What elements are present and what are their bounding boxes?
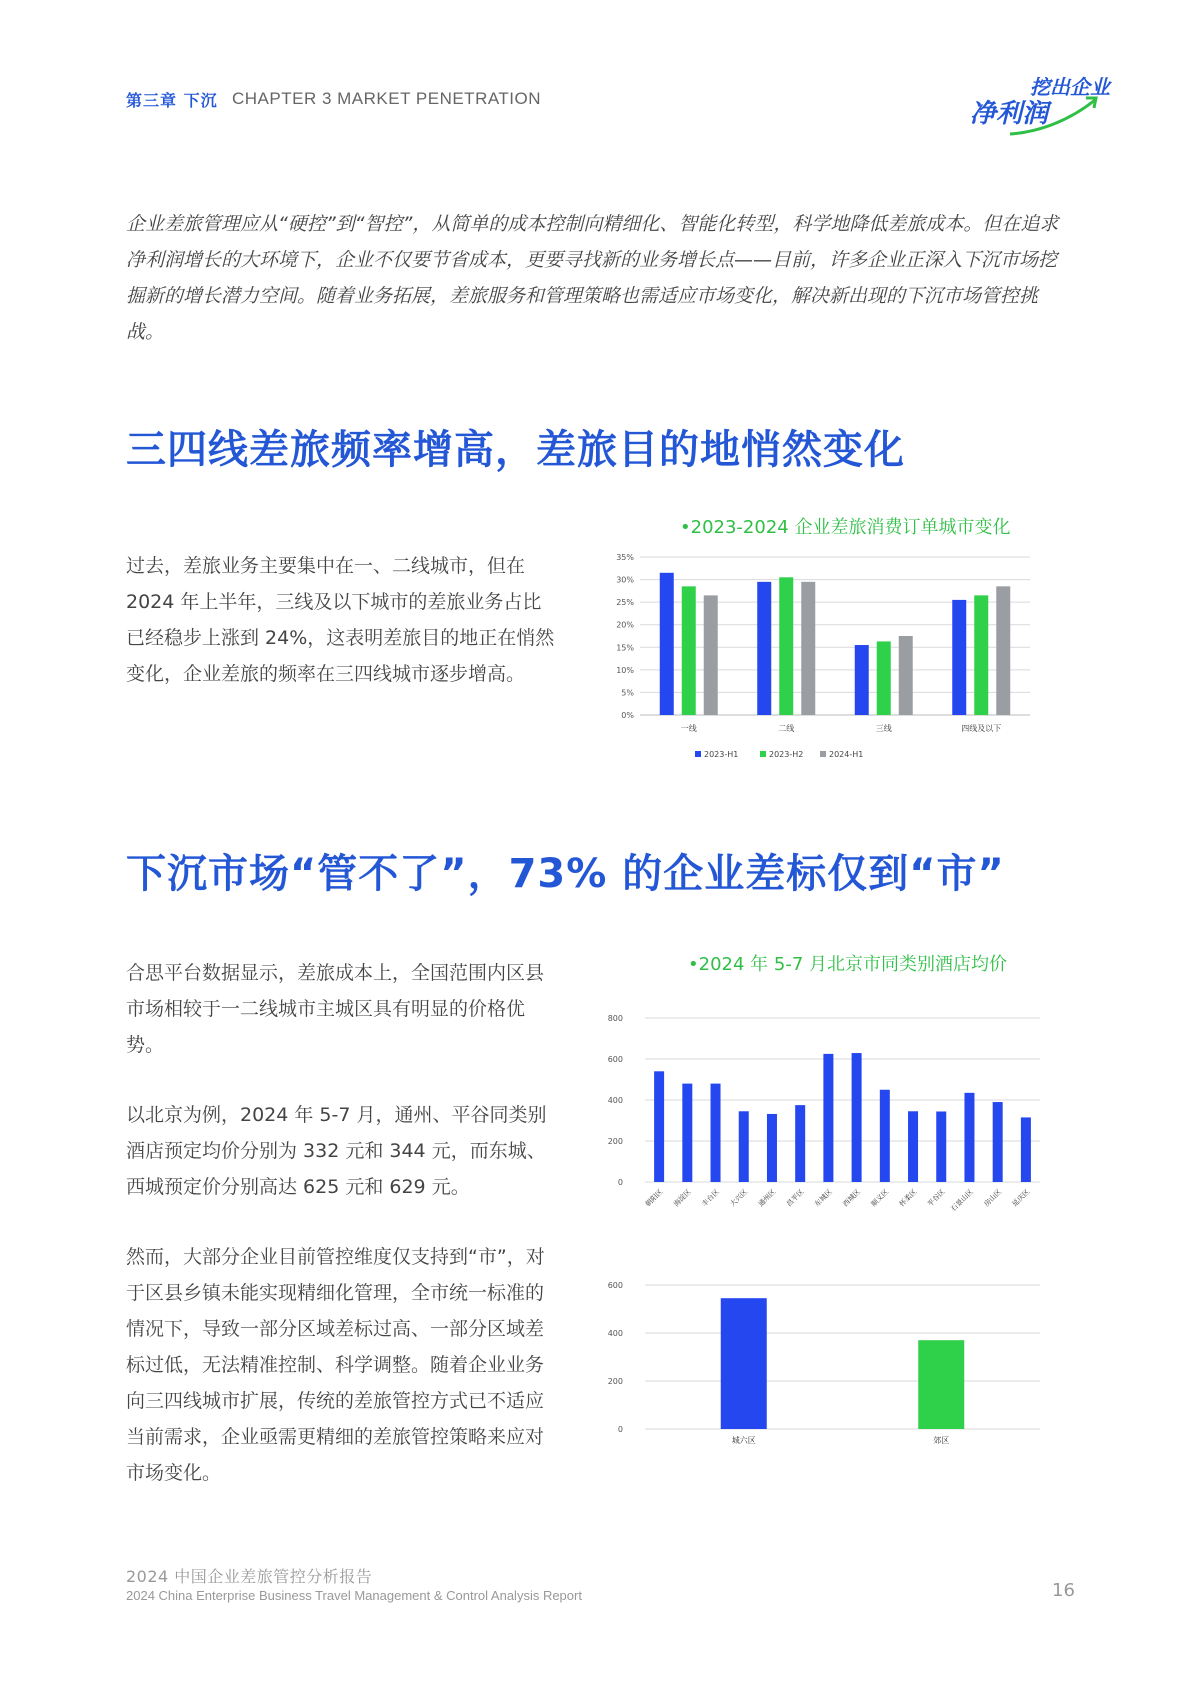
x-tick-label: 顺义区 (869, 1187, 891, 1209)
x-tick-label: 丰台区 (700, 1187, 721, 1209)
y-tick-label: 15% (616, 643, 634, 653)
bar (852, 1053, 862, 1182)
chart3-urban-vs-suburban (600, 1275, 1045, 1450)
chapter-label-en: CHAPTER 3 MARKET PENETRATION (232, 89, 542, 108)
bar (877, 641, 891, 715)
y-tick-label: 400 (607, 1329, 623, 1338)
x-tick-label: 西城区 (841, 1187, 863, 1209)
section1-paragraph: 过去，差旅业务主要集中在一、二线城市，但在 2024 年上半年，三线及以下城市的差旅业务占比已经稳步上涨到 24%，这表明差旅目的地正在悄然变化，企业差旅的频率在三四线城市逐步增高。 (126, 555, 555, 685)
y-tick-label: 0 (617, 1425, 623, 1434)
logo-line1: 挖出企业 (1030, 75, 1110, 99)
x-tick-label: 三线 (875, 724, 892, 733)
x-tick-label: 平谷区 (926, 1187, 947, 1209)
bar (823, 1054, 833, 1182)
bar (964, 1093, 974, 1182)
y-tick-label: 200 (607, 1137, 623, 1146)
legend-swatch (820, 751, 826, 757)
section2-heading: 下沉市场“管不了”，73% 的企业差标仅到“市” (126, 851, 1005, 897)
logo-line2: 净利润 (970, 99, 1049, 129)
y-tick-label: 5% (621, 688, 634, 698)
bar (704, 595, 718, 715)
y-tick-label: 400 (607, 1096, 623, 1105)
y-tick-label: 25% (616, 598, 634, 608)
bar (880, 1090, 890, 1182)
bar (996, 586, 1010, 715)
chart2-district-hotel-price (600, 1010, 1045, 1225)
brand-logo (960, 72, 1110, 142)
footer-report-title-en: 2024 China Enterprise Business Travel Management & Control Analysis Report (126, 1588, 582, 1603)
x-tick-label: 一线 (680, 724, 697, 733)
bar (1021, 1117, 1031, 1182)
bar (918, 1340, 964, 1429)
bar (721, 1298, 767, 1429)
x-tick-label: 四线及以下 (961, 724, 1002, 733)
bar (801, 582, 815, 715)
x-tick-label: 大兴区 (728, 1187, 750, 1209)
bar (757, 582, 771, 715)
x-tick-label: 怀柔区 (897, 1187, 919, 1209)
bar (654, 1071, 664, 1182)
chart1-title: •2023-2024 企业差旅消费订单城市变化 (680, 517, 1011, 538)
y-tick-label: 200 (607, 1377, 623, 1386)
y-tick-label: 0 (617, 1178, 623, 1187)
y-tick-label: 800 (607, 1014, 623, 1023)
bar (682, 586, 696, 715)
y-tick-label: 600 (607, 1055, 623, 1064)
section2-paragraph3: 然而，大部分企业目前管控维度仅支持到“市”，对于区县乡镇未能实现精细化管理，全市统一标准的情况下，导致一部分区域差标过高、一部分区域差标过低，无法精准控制、科学调整。随着企业业务向三四线城市扩展，传统的差旅管控方式已不适应当前需求，企业亟需更精细的差旅管控策略来应对市场变化。 (126, 1246, 545, 1484)
bar (936, 1111, 946, 1182)
bar (974, 595, 988, 715)
bar (993, 1102, 1003, 1182)
section2-paragraph1: 合思平台数据显示，差旅成本上，全国范围内区县市场相较于一二线城市主城区具有明显的价格优势。 (126, 962, 545, 1056)
bar (952, 600, 966, 715)
legend-label: 2024-H1 (829, 750, 864, 759)
y-tick-label: 20% (616, 620, 634, 630)
x-tick-label: 通州区 (756, 1187, 778, 1209)
bar (682, 1084, 692, 1182)
section2-paragraph2: 以北京为例，2024 年 5-7 月，通州、平谷同类别酒店预定均价分别为 332 元和 344 元，而东城、西城预定价分别高达 625 元和 629 元。 (126, 1104, 547, 1198)
bar (660, 573, 674, 715)
legend-label: 2023-H1 (704, 750, 739, 759)
legend-swatch (760, 751, 766, 757)
bar (795, 1105, 805, 1182)
x-tick-label: 房山区 (982, 1187, 1004, 1209)
intro-paragraph: 企业差旅管理应从“硬控”到“智控”，从简单的成本控制向精细化、智能化转型，科学地降低差旅成本。但在追求净利润增长的大环境下，企业不仅要节省成本，更要寻找新的业务增长点——目前，许多企业正深入下沉市场挖掘新的增长潜力空间。随着业务拓展，差旅服务和管理策略也需适应市场变化，解决新出现的下沉市场管控挑战。 (126, 213, 1059, 343)
bar (855, 645, 869, 715)
bar (767, 1114, 777, 1182)
legend-label: 2023-H2 (769, 750, 804, 759)
page-number: 16 (1052, 1580, 1075, 1601)
x-tick-label: 石景山区 (949, 1187, 975, 1214)
x-tick-label: 延庆区 (1010, 1187, 1032, 1209)
footer-report-title: 2024 中国企业差旅管控分析报告 (126, 1567, 373, 1586)
bar (908, 1111, 918, 1182)
chapter-label: 第三章 下沉 (126, 91, 218, 110)
section1-heading: 三四线差旅频率增高，差旅目的地悄然变化 (126, 427, 905, 473)
x-tick-label: 朝阳区 (644, 1187, 665, 1209)
x-tick-label: 昌平区 (785, 1187, 806, 1209)
bar (711, 1084, 721, 1182)
chart1-city-orders (600, 545, 1040, 765)
y-tick-label: 10% (616, 665, 634, 675)
x-tick-label: 郊区 (933, 1436, 950, 1445)
y-tick-label: 35% (616, 553, 634, 562)
y-tick-label: 30% (616, 575, 634, 585)
y-tick-label: 0% (621, 711, 634, 720)
y-tick-label: 600 (607, 1281, 623, 1290)
x-tick-label: 海淀区 (672, 1187, 693, 1209)
bar (899, 636, 913, 715)
x-tick-label: 城六区 (731, 1436, 756, 1445)
bar (779, 577, 793, 715)
chart2-title: •2024 年 5-7 月北京市同类别酒店均价 (688, 954, 1007, 975)
x-tick-label: 东城区 (813, 1187, 834, 1209)
x-tick-label: 二线 (778, 724, 795, 733)
legend-swatch (695, 751, 701, 757)
bar (739, 1111, 749, 1182)
